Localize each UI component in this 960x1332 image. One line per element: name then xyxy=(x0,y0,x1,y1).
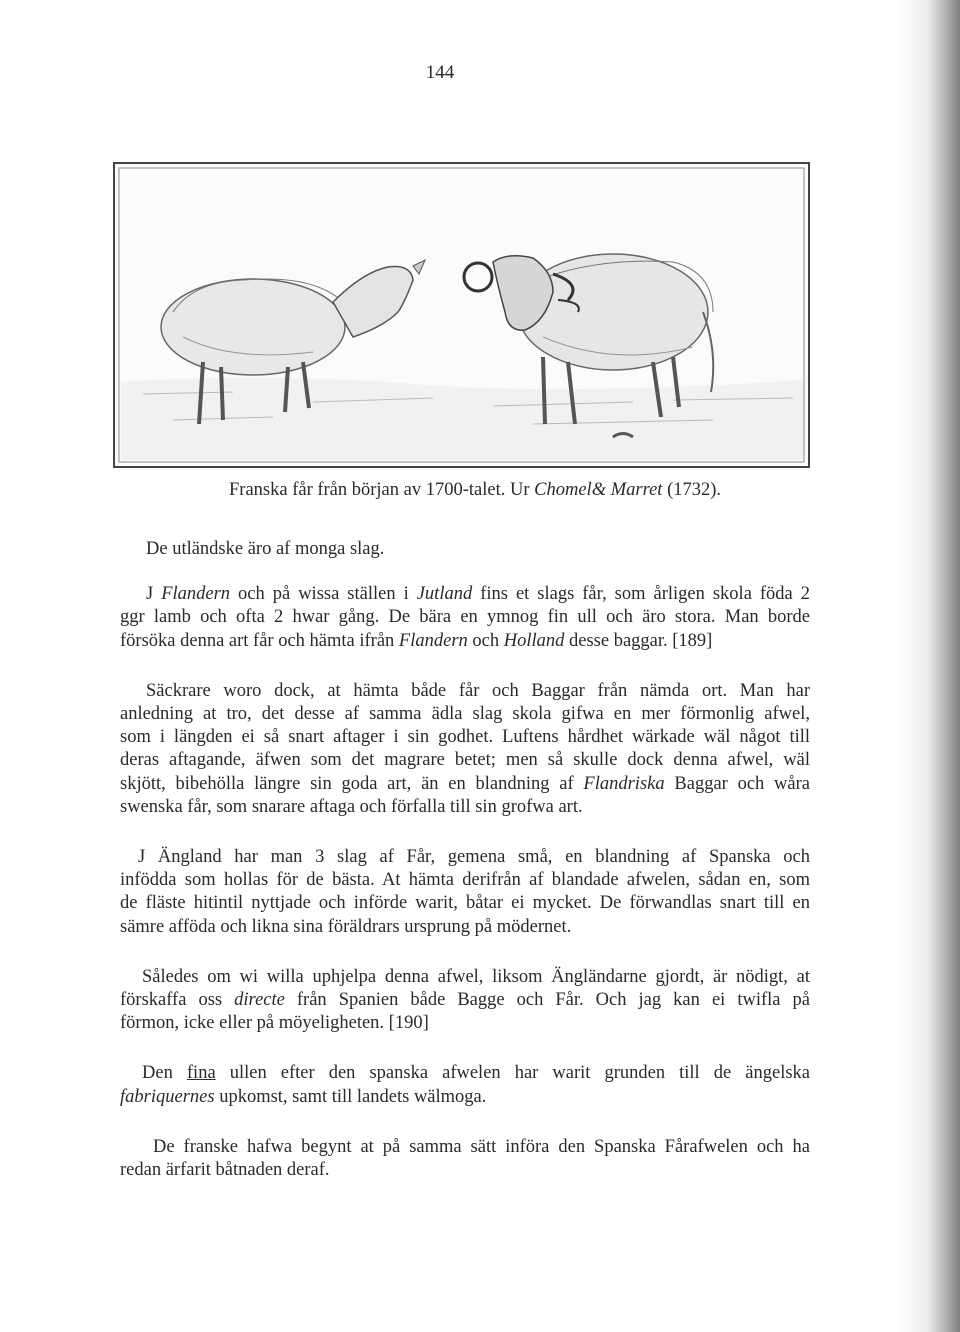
paragraph-7-cont xyxy=(120,1159,810,1182)
text-line: försöka denna art får och hämta ifrån Flandern och Holland desse baggar. [189] xyxy=(120,630,713,651)
text-line: swenska får, som snarare aftaga och förfalla till sin grofwa art. xyxy=(120,796,583,817)
paragraph-3 xyxy=(120,680,810,703)
caption-suffix: (1732). xyxy=(662,480,722,500)
page-number: 144 xyxy=(425,62,455,83)
paragraph-6 xyxy=(120,1062,810,1085)
paragraph-4-cont xyxy=(120,869,810,939)
paragraph-5-cont xyxy=(120,989,810,1035)
paragraph-5 xyxy=(120,966,810,989)
text-line: förskaffa oss directe från Spanien både Bagge och Får. Och jag kan ei twifla på xyxy=(120,990,810,1011)
caption-prefix: Franska får från början av 1700-talet. Ur xyxy=(229,480,535,500)
paragraph-2-cont xyxy=(120,606,810,652)
paragraph-4 xyxy=(120,846,810,869)
sheep-engraving xyxy=(113,162,810,468)
text-line: Således om wi willa uphjelpa denna afwel, liksom Ängländarne gjordt, är nödigt, at xyxy=(142,966,810,987)
text-line: anledning at tro, det desse af samma ädla slag skola gifwa en mer förmonlig afwel, xyxy=(120,704,810,725)
figure-caption xyxy=(229,480,721,501)
body-text xyxy=(120,538,810,1182)
text-line: De franske hafwa begynt at på samma sätt införa den Spanska Fårafwelen och ha xyxy=(153,1136,810,1157)
text-line: skjött, bibehölla längre sin goda art, än en blandning af Flandriska Baggar och wåra xyxy=(120,773,810,794)
paragraph-2 xyxy=(120,583,810,606)
text-line: De utländske äro af monga slag. xyxy=(146,539,385,559)
text-line: förmon, icke eller på möyeligheten. [190] xyxy=(120,1013,429,1034)
paragraph-7 xyxy=(120,1136,810,1159)
text-line: sämre afföda och likna sina föräldrars ursprung på mödernet. xyxy=(120,916,572,937)
caption-source: Chomel& Marret xyxy=(534,480,663,500)
text-line: fabriquernes upkomst, samt till landets wälmoga. xyxy=(120,1086,487,1107)
text-line: som i längden ei så snart aftager i sin godhet. Luftens hårdhet wärkade wäl något till xyxy=(120,727,810,748)
text-line: J Ängland har man 3 slag af Får, gemena små, en blandning af Spanska och xyxy=(138,847,810,868)
text-line: de fläste hitintil nyttjade och införde warit, båtar ei mycket. De förwandlas snart till en xyxy=(120,893,810,914)
text-line: infödda som hollas för de bästa. At hämta derifrån af blandade afwelen, sådan en, som xyxy=(120,870,810,891)
text-line: J Flandern och på wissa ställen i Jutland fins et slags får, som årligen skola föda 2 xyxy=(146,584,811,605)
text-line: Säckrare woro dock, at hämta både får och Baggar från nämda ort. Man har xyxy=(146,680,810,701)
text-line: redan ärfarit båtnaden deraf. xyxy=(120,1160,330,1181)
text-line: ggr lamb och ofta 2 hwar gång. De bära en ymnog fin ull och äro stora. Man borde xyxy=(120,607,810,628)
text-line: deras aftagande, äfwen som det magrare betet; men så skulle dock denna afwel, wäl xyxy=(120,750,810,771)
paragraph-6-cont xyxy=(120,1086,810,1109)
text-line: Den fina ullen efter den spanska afwelen har warit grunden till de ängelska xyxy=(142,1063,811,1084)
paragraph-3-cont xyxy=(120,703,810,819)
page-edge-shadow xyxy=(900,0,960,1332)
paragraph-1 xyxy=(120,538,810,561)
